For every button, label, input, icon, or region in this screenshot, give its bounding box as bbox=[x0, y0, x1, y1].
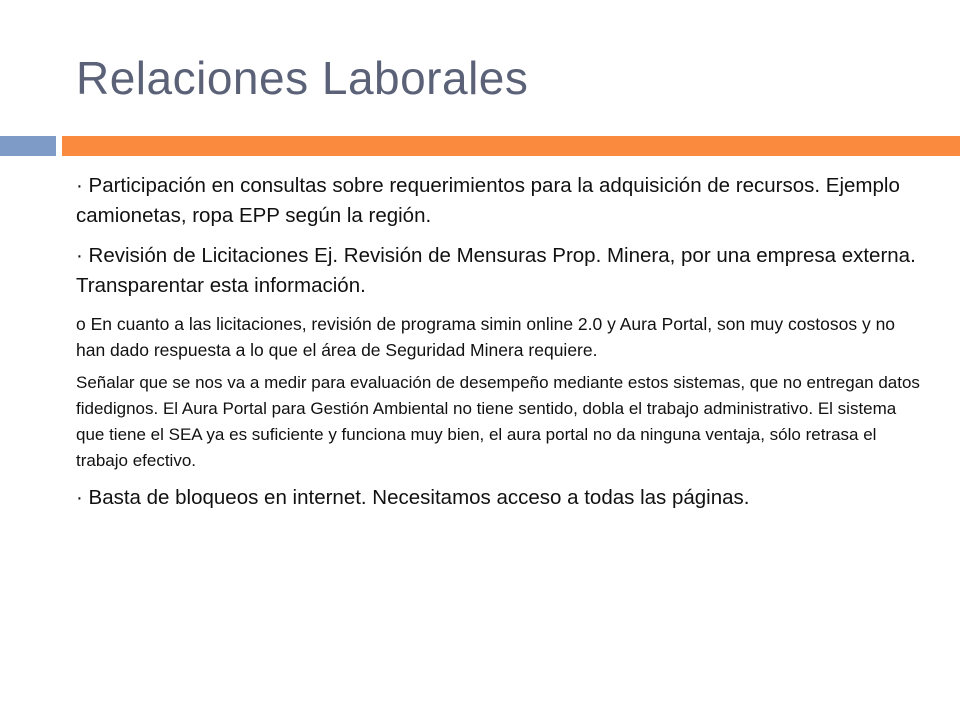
sub-bullet-licitaciones: o En cuanto a las licitaciones, revisión de programa simin online 2.0 y Aura Portal, son muy costosos y no han dado respuesta a lo que el área de Seguridad Minera requiere. bbox=[76, 314, 896, 360]
bullet-bloqueos-internet: · Basta de bloqueos en internet. Necesitamos acceso a todas las páginas. bbox=[76, 486, 750, 509]
slide-body bbox=[76, 171, 926, 523]
paragraph-evaluacion-desempeno: Señalar que se nos va a medir para evaluación de desempeño mediante estos sistemas, que no entregan datos fidedignos. El Aura Portal para Gestión Ambiental no tiene sentido, dobla el trabajo administrativo. El sistema que tiene el SEA ya es suficiente y funciona muy bien, el aura portal no da ninguna ventaja, sólo retrasa el trabajo efectivo. bbox=[76, 373, 920, 470]
slide-title: Relaciones Laborales bbox=[76, 52, 529, 104]
bullet-consultas: · Participación en consultas sobre requerimientos para la adquisición de recursos. Ejemplo camionetas, ropa EPP según la región. bbox=[76, 174, 900, 227]
accent-bar-orange bbox=[62, 136, 960, 156]
bullet-licitaciones: · Revisión de Licitaciones Ej. Revisión de Mensuras Prop. Minera, por una empresa externa. Transparentar esta información. bbox=[76, 244, 916, 297]
accent-bar-blue bbox=[0, 136, 56, 156]
